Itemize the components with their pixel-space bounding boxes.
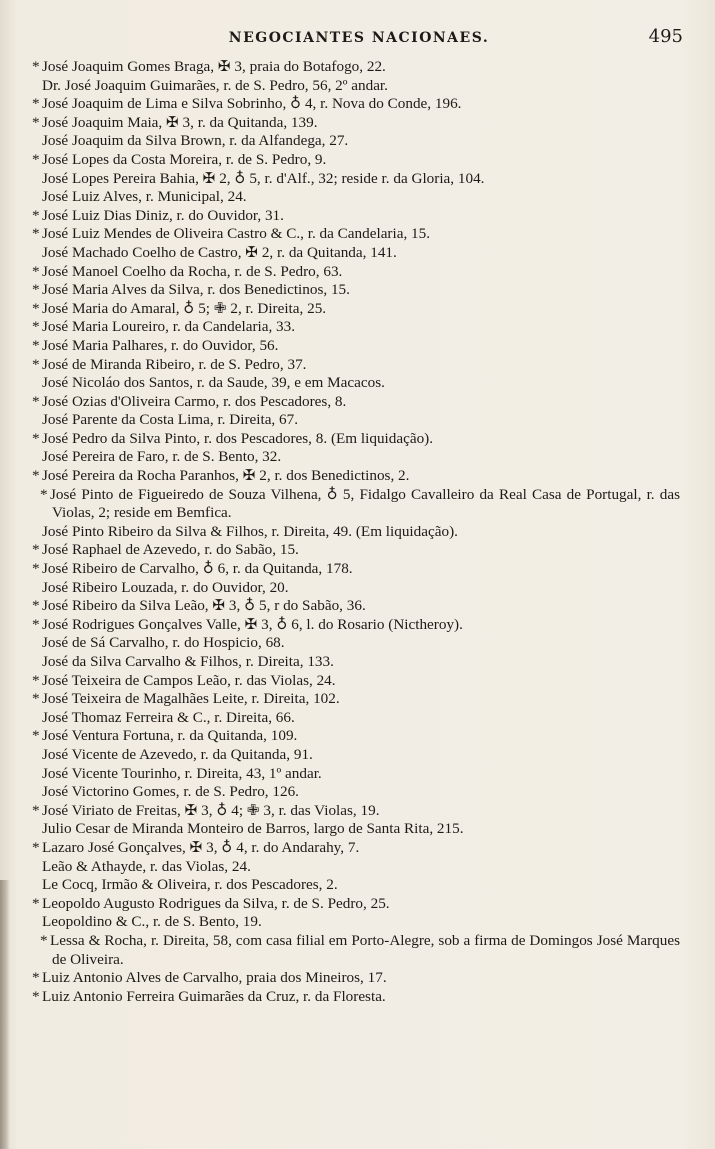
merchant-entry-text: José Vicente de Azevedo, r. da Quitanda, 91.: [42, 745, 313, 763]
merchant-entry: [32, 727, 680, 746]
merchant-entry: [32, 709, 680, 728]
merchant-entry: [32, 541, 680, 560]
merchant-entry: [32, 448, 680, 467]
merchant-entry: [32, 77, 680, 96]
asterisk-mark: *: [32, 206, 40, 224]
merchant-entry-text: José Joaquim de Lima e Silva Sobrinho, ♁ 4, r. Nova do Conde, 196.: [42, 95, 462, 113]
asterisk-mark: *: [32, 838, 40, 856]
merchant-entry-text: José Ozias d'Oliveira Carmo, r. dos Pescadores, 8.: [42, 392, 347, 410]
merchant-entry-text: Luiz Antonio Alves de Carvalho, praia dos Mineiros, 17.: [42, 969, 387, 987]
asterisk-mark: *: [32, 541, 40, 559]
merchant-entry: [32, 207, 680, 226]
page-number: 495: [648, 26, 683, 47]
merchant-entry: [32, 988, 680, 1007]
asterisk-mark: *: [32, 690, 40, 708]
merchant-entry: [32, 653, 680, 672]
asterisk-mark: *: [32, 58, 40, 75]
merchant-entry: [32, 430, 680, 449]
merchant-entry-text: José Lopes da Costa Moreira, r. de S. Pedro, 9.: [42, 150, 327, 168]
merchant-entry-text: José Maria do Amaral, ♁ 5; ✙ 2, r. Direita, 25.: [42, 299, 327, 317]
merchant-entry-text: José Raphael de Azevedo, r. do Sabão, 15.: [42, 541, 299, 559]
merchant-entry: [32, 839, 680, 858]
merchant-entry: [32, 523, 680, 542]
merchant-entry-text: José Ventura Fortuna, r. da Quitanda, 109.: [42, 727, 298, 745]
asterisk-mark: *: [32, 336, 40, 354]
page-header: [35, 26, 683, 54]
merchant-entry-text: José Pinto Ribeiro da Silva & Filhos, r. Direita, 49. (Em liquidação).: [42, 522, 458, 540]
merchant-entry-text: Leão & Athayde, r. das Violas, 24.: [42, 857, 251, 875]
merchant-entry: [32, 895, 680, 914]
merchant-entry-text: Lessa & Rocha, r. Direita, 58, com casa filial em Porto-Alegre, sob a firma de Domingos José Marques de Oliveira.: [50, 931, 680, 968]
merchant-entry: [32, 783, 680, 802]
merchant-entry-text: José Ribeiro de Carvalho, ♁ 6, r. da Quitanda, 178.: [42, 560, 353, 578]
merchant-entry: [32, 579, 680, 598]
merchant-entry-text: José Rodrigues Gonçalves Valle, ✠ 3, ♁ 6, l. do Rosario (Nictheroy).: [42, 615, 463, 633]
running-head: NEGOCIANTES NACIONAES.: [228, 30, 490, 46]
merchant-entry-text: Leopoldino & C., r. de S. Bento, 19.: [42, 913, 262, 931]
merchant-entry: [32, 597, 680, 616]
asterisk-mark: *: [32, 467, 40, 485]
merchant-entry-text: José Pereira da Rocha Paranhos, ✠ 2, r. dos Benedictinos, 2.: [42, 467, 410, 485]
merchant-entry-text: José Maria Loureiro, r. da Candelaria, 33.: [42, 318, 296, 336]
merchant-entry: [32, 634, 680, 653]
merchant-entry-text: José Maria Alves da Silva, r. dos Benedictinos, 15.: [42, 281, 350, 299]
merchant-entry-text: José Pedro da Silva Pinto, r. dos Pescadores, 8. (Em liquidação).: [42, 429, 434, 447]
merchant-entry: [32, 114, 680, 133]
asterisk-mark: *: [32, 615, 40, 633]
merchant-entry-text: José Pereira de Faro, r. de S. Bento, 32.: [42, 448, 282, 466]
asterisk-mark: *: [32, 150, 40, 168]
merchant-entry-text: José Viriato de Freitas, ✠ 3, ♁ 4; ✙ 3, r. das Violas, 19.: [42, 801, 380, 819]
merchant-entry: [32, 486, 680, 523]
merchant-entry-text: José Parente da Costa Lima, r. Direita, 67.: [42, 411, 299, 429]
asterisk-mark: *: [32, 299, 40, 317]
merchant-entry: [32, 690, 680, 709]
merchant-entry: [32, 263, 680, 282]
merchant-entry: [32, 225, 680, 244]
merchant-entry: [32, 356, 680, 375]
merchant-entry: [32, 876, 680, 895]
asterisk-mark: *: [32, 671, 40, 689]
merchant-entry: [32, 913, 680, 932]
merchant-entry-text: José Thomaz Ferreira & C., r. Direita, 66.: [42, 708, 295, 726]
merchant-entry: [32, 132, 680, 151]
merchant-entry-text: Dr. José Joaquim Guimarães, r. de S. Pedro, 56, 2º andar.: [42, 76, 388, 94]
asterisk-mark: *: [32, 318, 40, 336]
merchant-entry-text: José Nicoláo dos Santos, r. da Saude, 39, e em Macacos.: [42, 374, 385, 392]
asterisk-mark: *: [32, 95, 40, 113]
asterisk-mark: *: [32, 355, 40, 373]
asterisk-mark: *: [32, 801, 40, 819]
merchant-entry-text: José Luiz Alves, r. Municipal, 24.: [42, 188, 247, 206]
merchant-entry: [32, 244, 680, 263]
merchant-entry: [32, 95, 680, 114]
merchant-entry-text: Luiz Antonio Ferreira Guimarães da Cruz, r. da Floresta.: [42, 987, 386, 1005]
book-spine-shadow: [0, 880, 10, 1149]
asterisk-mark: *: [32, 560, 40, 578]
asterisk-mark: *: [32, 429, 40, 447]
merchant-entry: [32, 318, 680, 337]
merchant-entry: [32, 467, 680, 486]
asterisk-mark: *: [32, 262, 40, 280]
merchant-entry: [32, 969, 680, 988]
asterisk-mark: *: [40, 931, 48, 949]
merchant-entry: [32, 616, 680, 635]
merchant-entry-text: José Pinto de Figueiredo de Souza Vilhena, ♁ 5, Fidalgo Cavalleiro da Real Casa de Portugal, r. das Violas, 2; reside em Bemfica.: [50, 485, 680, 522]
merchant-entry: [32, 802, 680, 821]
merchant-entry-text: José Vicente Tourinho, r. Direita, 43, 1º andar.: [42, 764, 322, 782]
asterisk-mark: *: [32, 225, 40, 243]
merchant-entry: [32, 411, 680, 430]
merchant-entry: [32, 151, 680, 170]
merchant-entry-text: José Manoel Coelho da Rocha, r. de S. Pedro, 63.: [42, 262, 343, 280]
merchant-entry-text: José de Sá Carvalho, r. do Hospicio, 68.: [42, 634, 285, 652]
merchant-entry: [32, 858, 680, 877]
merchant-entry-text: José Ribeiro Louzada, r. do Ouvidor, 20.: [42, 578, 289, 596]
asterisk-mark: *: [32, 281, 40, 299]
asterisk-mark: *: [32, 113, 40, 131]
merchant-entry-text: José Victorino Gomes, r. de S. Pedro, 126.: [42, 783, 299, 801]
asterisk-mark: *: [32, 597, 40, 615]
merchant-entry-text: José Machado Coelho de Castro, ✠ 2, r. da Quitanda, 141.: [42, 243, 397, 261]
merchant-entry-text: Le Cocq, Irmão & Oliveira, r. dos Pescadores, 2.: [42, 876, 338, 894]
merchant-entry-text: José Joaquim da Silva Brown, r. da Alfandega, 27.: [42, 132, 349, 150]
asterisk-mark: *: [32, 894, 40, 912]
asterisk-mark: *: [32, 392, 40, 410]
merchant-entry: [32, 58, 680, 77]
merchant-entry: [32, 672, 680, 691]
merchant-entry-text: José Ribeiro da Silva Leão, ✠ 3, ♁ 5, r do Sabão, 36.: [42, 597, 366, 615]
merchant-entry: [32, 188, 680, 207]
merchant-entry: [32, 393, 680, 412]
asterisk-mark: *: [32, 969, 40, 987]
merchant-entry: [32, 746, 680, 765]
merchant-entry-text: Leopoldo Augusto Rodrigues da Silva, r. de S. Pedro, 25.: [42, 894, 390, 912]
merchant-entry-text: José de Miranda Ribeiro, r. de S. Pedro, 37.: [42, 355, 307, 373]
merchant-entry-text: José Luiz Dias Diniz, r. do Ouvidor, 31.: [42, 206, 284, 224]
merchant-entry: [32, 337, 680, 356]
merchant-entry: [32, 932, 680, 969]
asterisk-mark: *: [40, 485, 48, 503]
merchant-entry-text: José Joaquim Maia, ✠ 3, r. da Quitanda, 139.: [42, 113, 318, 131]
merchant-entry-text: José Maria Palhares, r. do Ouvidor, 56.: [42, 336, 279, 354]
merchant-entry: [32, 300, 680, 319]
merchant-list: [32, 58, 680, 1006]
merchant-entry: [32, 374, 680, 393]
merchant-entry: [32, 560, 680, 579]
merchant-entry-text: Julio Cesar de Miranda Monteiro de Barros, largo de Santa Rita, 215.: [42, 820, 464, 838]
asterisk-mark: *: [32, 987, 40, 1005]
merchant-entry-text: José da Silva Carvalho & Filhos, r. Direita, 133.: [42, 653, 334, 670]
merchant-entry: [32, 170, 680, 189]
merchant-entry-text: José Teixeira de Campos Leão, r. das Violas, 24.: [42, 671, 336, 689]
asterisk-mark: *: [32, 727, 40, 745]
merchant-entry-text: Lazaro José Gonçalves, ✠ 3, ♁ 4, r. do Andarahy, 7.: [42, 838, 360, 856]
merchant-entry: [32, 820, 680, 839]
merchant-entry-text: José Lopes Pereira Bahia, ✠ 2, ♁ 5, r. d'Alf., 32; reside r. da Gloria, 104.: [42, 169, 485, 187]
merchant-entry-text: José Teixeira de Magalhães Leite, r. Direita, 102.: [42, 690, 340, 708]
merchant-entry-text: José Joaquim Gomes Braga, ✠ 3, praia do Botafogo, 22.: [42, 58, 386, 75]
merchant-entry: [32, 765, 680, 784]
merchant-entry-text: José Luiz Mendes de Oliveira Castro & C., r. da Candelaria, 15.: [42, 225, 431, 243]
merchant-entry: [32, 281, 680, 300]
